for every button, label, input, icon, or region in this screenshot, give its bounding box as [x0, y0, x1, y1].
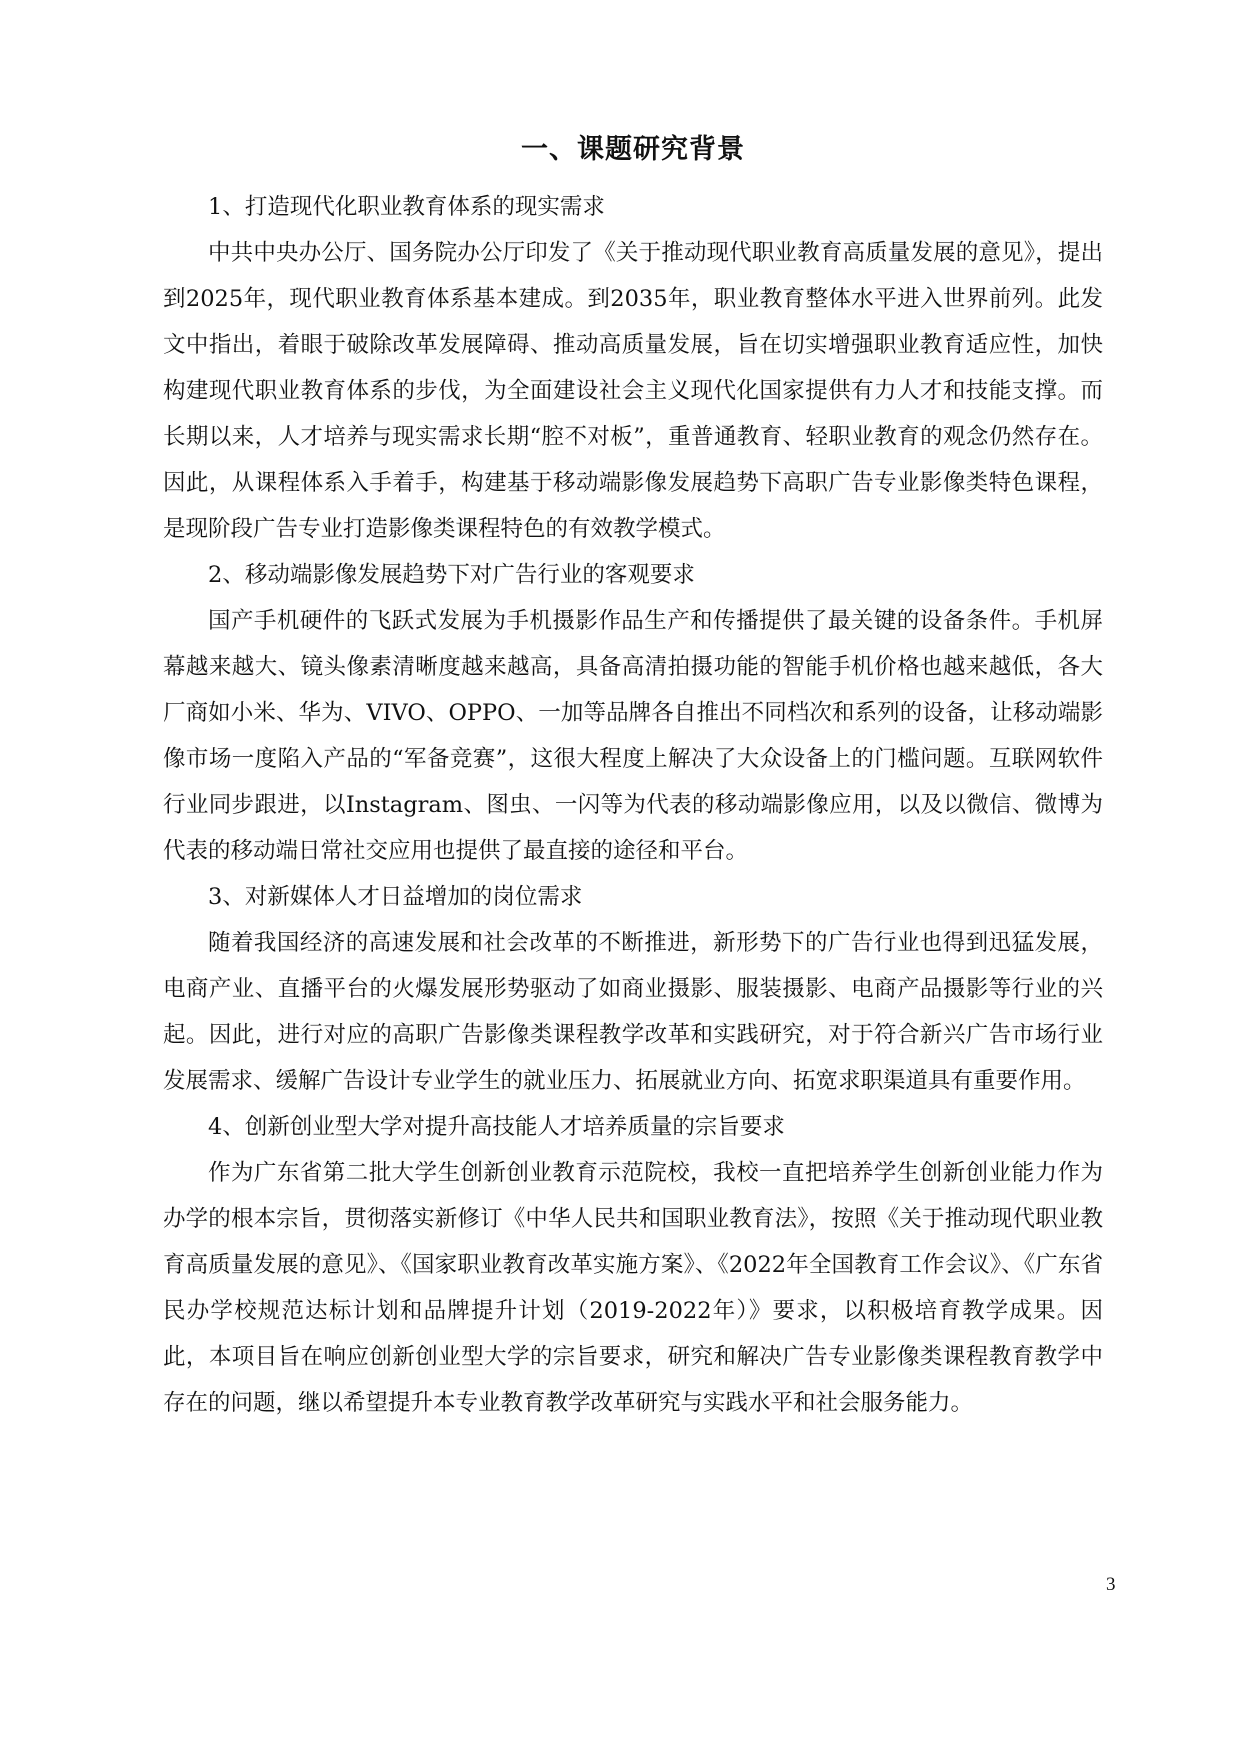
section-body-1: 中共中央办公厅、国务院办公厅印发了《关于推动现代职业教育高质量发展的意见》，提出到2025年，现代职业教育体系基本建成。到2035年，职业教育整体水平进入世界前列。此发文中指出，着眼于破除改革发展障碍、推动高质量发展，旨在切实增强职业教育适应性，加快构建现代职业教育体系的步伐，为全面建设社会主义现代化国家提供有力人才和技能支撑。而长期以来，人才培养与现实需求长期“腔不对板”，重普通教育、轻职业教育的观念仍然存在。因此，从课程体系入手着手，构建基于移动端影像发展趋势下高职广告专业影像类特色课程，是现阶段广告专业打造影像类课程特色的有效教学模式。	[163, 240, 1103, 542]
section-body-4: 作为广东省第二批大学生创新创业教育示范院校，我校一直把培养学生创新创业能力作为办学的根本宗旨，贯彻落实新修订《中华人民共和国职业教育法》，按照《关于推动现代职业教育高质量发展的意见》、《国家职业教育改革实施方案》、《2022年全国教育工作会议》、《广东省民办学校规范达标计划和品牌提升计划（2019-2022年）》要求，以积极培育教学成果。因此，本项目旨在响应创新创业型大学的宗旨要求，研究和解决广告专业影像类课程教育教学中存在的问题，继以希望提升本专业教育教学改革研究与实践水平和社会服务能力。	[163, 1160, 1103, 1416]
section-heading-3: 3、对新媒体人才日益增加的岗位需求	[208, 884, 583, 910]
section-heading-2: 2、移动端影像发展趋势下对广告行业的客观要求	[208, 562, 695, 588]
page-number: 3	[1106, 1574, 1116, 1595]
section-heading-4: 4、创新创业型大学对提升高技能人才培养质量的宗旨要求	[208, 1114, 785, 1140]
page-title: 一、课题研究背景	[521, 134, 745, 165]
page-content	[163, 130, 1103, 1426]
section-body-2: 国产手机硬件的飞跃式发展为手机摄影作品生产和传播提供了最关键的设备条件。手机屏幕越来越大、镜头像素清晰度越来越高，具备高清拍摄功能的智能手机价格也越来越低，各大厂商如小米、华为、VIVO、OPPO、一加等品牌各自推出不同档次和系列的设备，让移动端影像市场一度陷入产品的“军备竞赛”，这很大程度上解决了大众设备上的门槛问题。互联网软件行业同步跟进，以Instagram、图虫、一闪等为代表的移动端影像应用，以及以微信、微博为代表的移动端日常社交应用也提供了最直接的途径和平台。	[163, 608, 1103, 864]
section-heading-1: 1、打造现代化职业教育体系的现实需求	[208, 194, 605, 220]
section-body-3: 随着我国经济的高速发展和社会改革的不断推进，新形势下的广告行业也得到迅猛发展，电商产业、直播平台的火爆发展形势驱动了如商业摄影、服装摄影、电商产品摄影等行业的兴起。因此，进行对应的高职广告影像类课程教学改革和实践研究，对于符合新兴广告市场行业发展需求、缓解广告设计专业学生的就业压力、拓展就业方向、拓宽求职渠道具有重要作用。	[163, 930, 1103, 1094]
